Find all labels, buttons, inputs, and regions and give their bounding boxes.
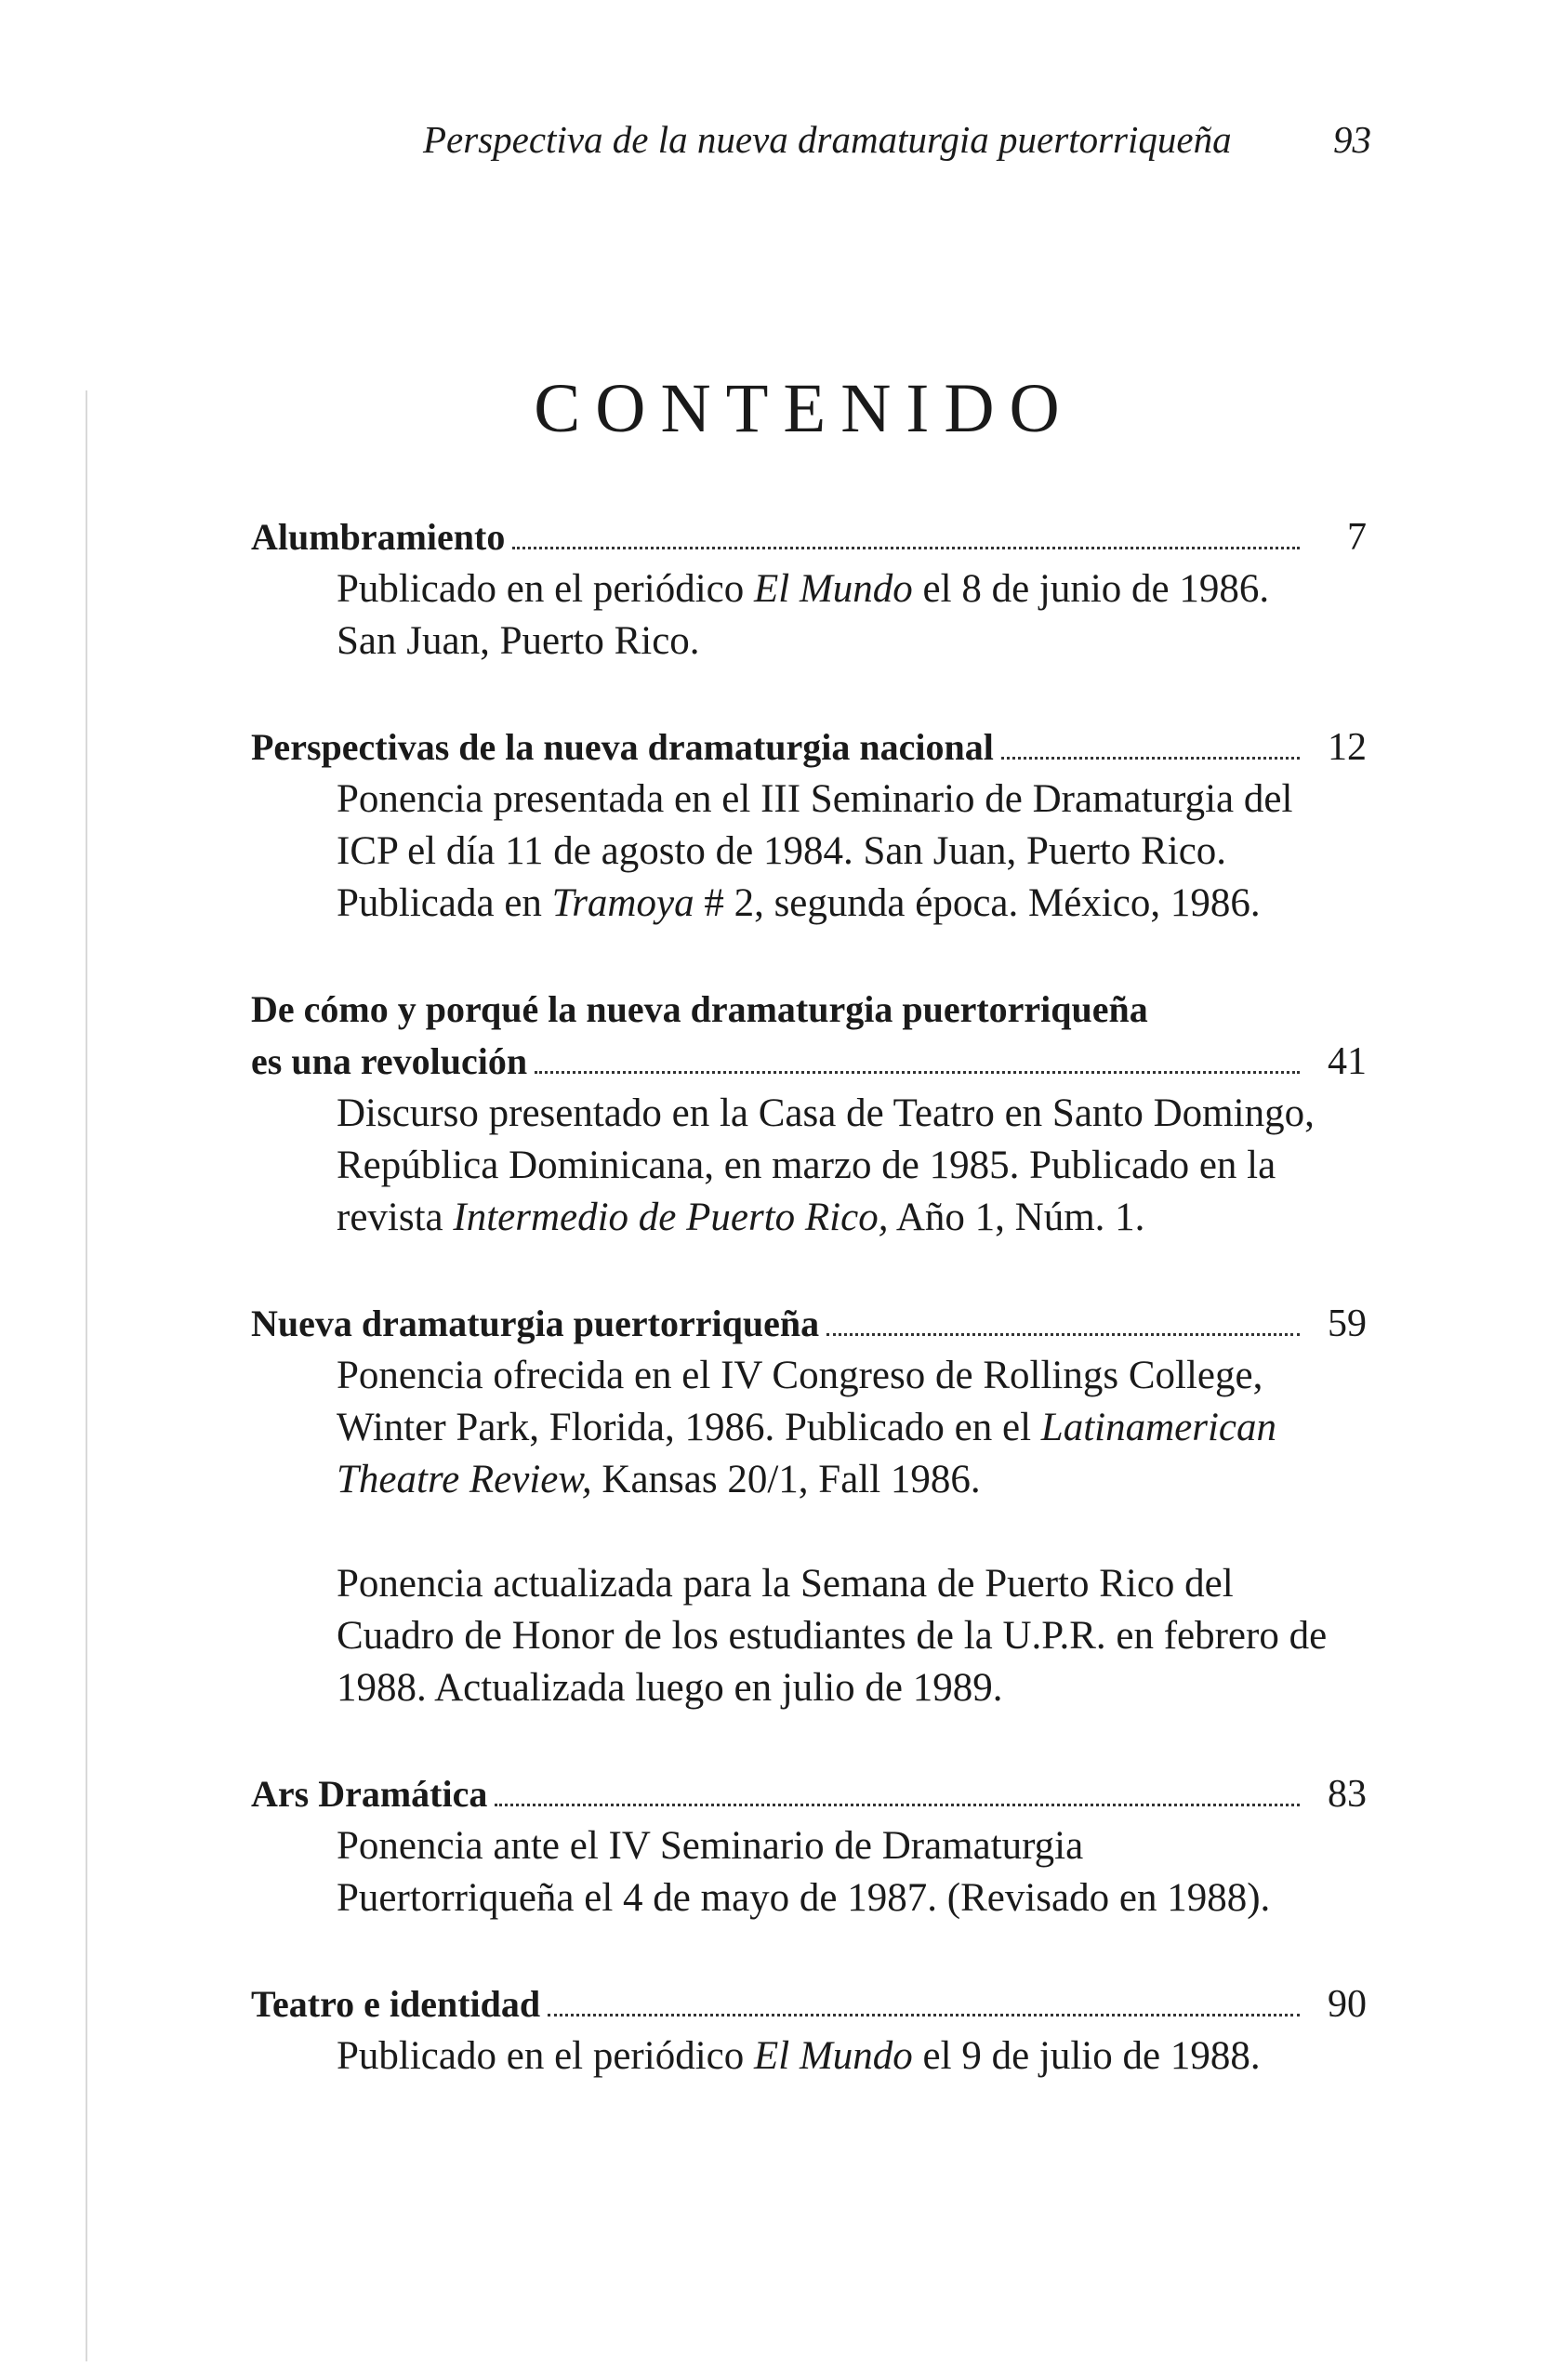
toc-entry-note: [337, 563, 1329, 668]
dot-leader: [512, 546, 1300, 549]
toc-entry-teatro-identidad: [251, 1978, 1367, 2082]
toc-entry-title-line2: es una revolución: [251, 1040, 528, 1082]
note-text: # 2, segunda época. México, 1986.: [694, 881, 1261, 925]
toc-entry-note: [337, 1820, 1329, 1924]
toc-entry-page: 41: [1328, 1040, 1367, 1083]
toc-heading[interactable]: [251, 1978, 1367, 2030]
dot-leader: [535, 1070, 1300, 1074]
note-text: Publicado en el periódico: [337, 567, 754, 611]
toc-entry-title: Teatro e identidad: [251, 1983, 541, 2025]
toc-entry-note: [337, 1350, 1329, 1714]
dot-leader: [1001, 756, 1300, 760]
note-text: Kansas 20/1, Fall 1986.: [591, 1458, 981, 1501]
note-text: el 8 de junio de 1986. San Juan, Puerto Rico.: [337, 567, 1270, 663]
toc-entry-title: Ars Dramática: [251, 1773, 488, 1815]
dot-leader: [495, 1803, 1300, 1806]
toc-entry-page: 83: [1328, 1773, 1367, 1816]
toc-entry-note: [337, 1088, 1329, 1244]
toc-heading[interactable]: [251, 1768, 1367, 1820]
toc-entry-page: 12: [1328, 726, 1367, 769]
toc-entry-de-como: [251, 984, 1367, 1244]
publication-name: Latinamerican Theatre Review,: [337, 1406, 1277, 1501]
toc-heading[interactable]: [251, 1298, 1367, 1350]
toc-entry-perspectivas: [251, 721, 1367, 930]
note-text: el 9 de julio de 1988.: [912, 2034, 1261, 2078]
toc-entry-note: [337, 2030, 1329, 2082]
toc-entry-note: [337, 774, 1329, 930]
publication-name: Intermedio de Puerto Rico,: [453, 1196, 889, 1239]
toc-entry-title: Nueva dramaturgia puertorriqueña: [251, 1302, 820, 1344]
note-text: Publicado en el periódico: [337, 2034, 754, 2078]
toc-entry-alumbramiento: [251, 511, 1367, 668]
note-text: Ponencia presentada en el III Seminario de Dramaturgia del ICP el día 11 de agosto de 1984. San Juan, Puerto Rico. Publicada en: [337, 777, 1293, 925]
running-header: [423, 112, 1371, 167]
page-edge-line: [86, 390, 87, 2361]
dot-leader: [548, 2013, 1300, 2016]
toc-entry-page: 59: [1328, 1302, 1367, 1345]
toc-heading[interactable]: [251, 721, 1367, 774]
contents-title: CONTENIDO: [534, 370, 1075, 447]
publication-name: El Mundo: [753, 2034, 913, 2078]
toc-entry-ars-dramatica: [251, 1768, 1367, 1924]
toc-entry-page: 90: [1328, 1983, 1367, 2026]
publication-name: Tramoya: [551, 881, 694, 925]
dot-leader: [826, 1332, 1300, 1336]
toc-entry-page: 7: [1347, 516, 1367, 559]
running-title: Perspectiva de la nueva dramaturgia puertorriqueña: [423, 118, 1232, 161]
note-text-secondary: Ponencia actualizada para la Semana de Puerto Rico del Cuadro de Honor de los estudiantes de la U.P.R. en febrero de 1988. Actualizada luego en julio de 1989.: [337, 1562, 1328, 1710]
note-text: Año 1, Núm. 1.: [888, 1196, 1145, 1239]
page-number: 93: [1333, 118, 1371, 161]
toc-heading[interactable]: [251, 1036, 1367, 1088]
toc-entry-title: Perspectivas de la nueva dramaturgia nacional: [251, 726, 994, 768]
toc-heading[interactable]: [251, 511, 1367, 563]
note-text: Discurso presentado en la Casa de Teatro en Santo Domingo, República Dominicana, en marzo de 1985. Publicado en la revista: [337, 1091, 1315, 1239]
note-text: Ponencia ofrecida en el IV Congreso de Rollings College, Winter Park, Florida, 1986. Publicado en el: [337, 1354, 1263, 1449]
table-of-contents: [251, 511, 1367, 2136]
publication-name: El Mundo: [753, 567, 913, 611]
toc-entry-nueva-dramaturgia: [251, 1298, 1367, 1714]
toc-entry-title-line1[interactable]: De cómo y porqué la nueva dramaturgia puertorriqueña: [251, 988, 1148, 1030]
note-text: Ponencia ante el IV Seminario de Dramaturgia Puertorriqueña el 4 de mayo de 1987. (Revisado en 1988).: [337, 1824, 1271, 1920]
toc-entry-title: Alumbramiento: [251, 516, 506, 558]
